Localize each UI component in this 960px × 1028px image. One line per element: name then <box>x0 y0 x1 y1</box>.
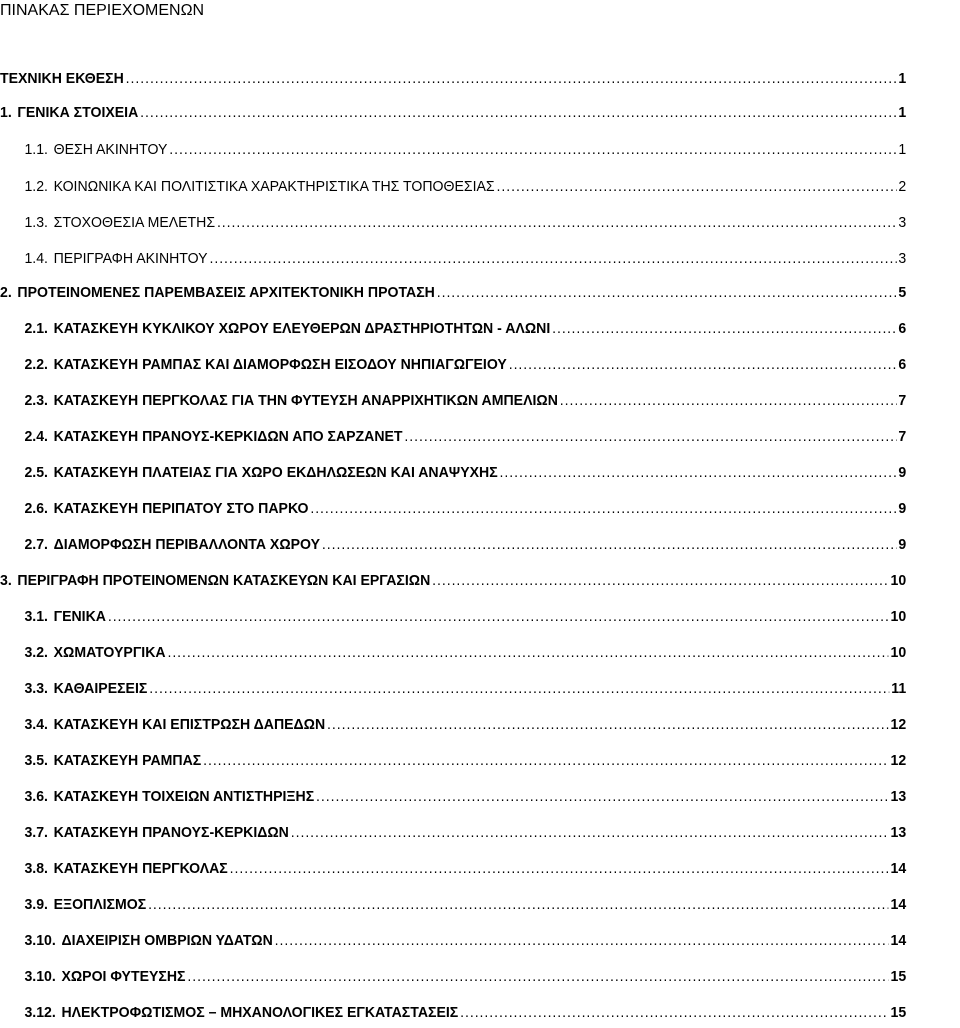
toc-entry-page-number: 7 <box>898 392 907 409</box>
dot-leader <box>148 894 889 916</box>
dot-leader <box>230 858 889 880</box>
dot-leader <box>460 1002 888 1024</box>
toc-entry-number: 3.2. <box>24 644 48 661</box>
toc-entry-number: 2.7. <box>24 536 48 553</box>
toc-entry[interactable] <box>0 714 906 736</box>
toc-entry-text: ΣΤΟΧΟΘΕΣΙΑ ΜΕΛΕΤΗΣ <box>53 214 216 231</box>
toc-entry-number: 2.3. <box>24 392 48 409</box>
toc-entry-page-number: 15 <box>890 968 907 985</box>
toc-entry-text: ΠΕΡΙΓΡΑΦΗ ΠΡΟΤΕΙΝΟΜΕΝΩΝ ΚΑΤΑΣΚΕΥΩΝ ΚΑΙ ΕΡΓΑΣΙΩΝ <box>17 572 431 589</box>
toc-entry-text: ΚΑΤΑΣΚΕΥΗ ΡΑΜΠΑΣ <box>53 752 202 769</box>
toc-entry-number: 3.9. <box>24 896 48 913</box>
toc-entry[interactable] <box>0 390 906 412</box>
dot-leader <box>217 212 896 234</box>
toc-entry-page-number: 2 <box>898 178 907 195</box>
toc-entry-page-number: 9 <box>898 536 907 553</box>
toc-entry[interactable] <box>0 678 906 700</box>
toc-entry-number: 1.4. <box>24 250 48 267</box>
toc-entry-page-number: 10 <box>890 644 907 661</box>
toc-entry-text: ΚΟΙΝΩΝΙΚΑ ΚΑΙ ΠΟΛΙΤΙΣΤΙΚΑ ΧΑΡΑΚΤΗΡΙΣΤΙΚΑ ΤΗΣ ΤΟΠΟΘΕΣΙΑΣ <box>53 178 495 195</box>
toc-entry-label <box>0 282 435 304</box>
toc-entry-page-number: 13 <box>890 824 907 841</box>
toc-entry[interactable] <box>0 786 906 808</box>
toc-entry-page-number: 13 <box>890 788 907 805</box>
dot-leader <box>560 390 897 412</box>
toc-entry-number: 2.2. <box>24 356 48 373</box>
toc-entry-text: ΚΑΤΑΣΚΕΥΗ ΠΡΑΝΟΥΣ-ΚΕΡΚΙΔΩΝ <box>53 824 289 841</box>
toc-entry-text: ΚΑΤΑΣΚΕΥΗ ΡΑΜΠΑΣ ΚΑΙ ΔΙΑΜΟΡΦΩΣΗ ΕΙΣΟΔΟΥ ΝΗΠΙΑΓΩΓΕΙΟΥ <box>53 356 507 373</box>
toc-entry-text: ΕΞΟΠΛΙΣΜΟΣ <box>53 896 147 913</box>
toc-entry-number: 3.12. <box>24 1004 56 1021</box>
toc-entry-label <box>0 68 124 90</box>
dot-leader <box>432 570 888 592</box>
dot-leader <box>552 318 896 340</box>
toc-entry[interactable] <box>0 139 906 161</box>
toc-entry-number: 1. <box>0 104 12 121</box>
dot-leader <box>291 822 889 844</box>
dot-leader <box>203 750 888 772</box>
dot-leader <box>509 354 897 376</box>
toc-entry[interactable] <box>0 750 906 772</box>
dot-leader <box>209 248 896 270</box>
toc-entry-text: ΔΙΑΧΕΙΡΙΣΗ ΟΜΒΡΙΩΝ ΥΔΑΤΩΝ <box>61 932 273 949</box>
toc-entry-label <box>24 248 207 270</box>
toc-entry[interactable] <box>0 822 906 844</box>
toc-entry-number: 1.3. <box>24 214 48 231</box>
toc-entry-page-number: 3 <box>898 250 907 267</box>
toc-entry-number: 1.2. <box>24 178 48 195</box>
toc-entry-label <box>24 212 215 234</box>
toc-entry-label <box>24 318 550 340</box>
toc-entry-number: 2. <box>0 284 12 301</box>
toc-entry-page-number: 6 <box>898 356 907 373</box>
toc-entry[interactable] <box>0 606 906 628</box>
toc-entry-text: ΚΑΤΑΣΚΕΥΗ ΠΕΡΙΠΑΤΟΥ ΣΤΟ ΠΑΡΚΟ <box>53 500 309 517</box>
toc-entry[interactable] <box>0 858 906 880</box>
toc-entry-text: ΠΕΡΙΓΡΑΦΗ ΑΚΙΝΗΤΟΥ <box>53 250 208 267</box>
toc-entry-number: 3.10. <box>24 932 56 949</box>
toc-entry-number: 3.1. <box>24 608 48 625</box>
toc-entry[interactable] <box>0 176 906 198</box>
toc-entry-label <box>24 750 201 772</box>
toc-entry-label <box>24 1002 458 1024</box>
toc-entry-number: 2.5. <box>24 464 48 481</box>
toc-entry-label <box>24 894 146 916</box>
dot-leader <box>126 68 897 90</box>
toc-entry-label <box>24 354 506 376</box>
toc-entry-number: 3.4. <box>24 716 48 733</box>
toc-entry-label <box>24 642 165 664</box>
toc-entry-page-number: 11 <box>891 680 907 697</box>
toc-entry-text: ΚΑΤΑΣΚΕΥΗ ΠΕΡΓΚΟΛΑΣ <box>53 860 228 877</box>
toc-entry[interactable] <box>0 642 906 664</box>
toc-entry[interactable] <box>0 894 906 916</box>
toc-entry-text: ΧΩΜΑΤΟΥΡΓΙΚΑ <box>53 644 166 661</box>
toc-entry-page-number: 10 <box>890 608 907 625</box>
toc-entry[interactable] <box>0 534 906 556</box>
toc-entry[interactable] <box>0 212 906 234</box>
toc-entry-page-number: 10 <box>890 572 907 589</box>
toc-entry-label <box>24 139 167 161</box>
toc-entry-label <box>24 534 320 556</box>
toc-entry[interactable] <box>0 966 906 988</box>
toc-entry-page-number: 14 <box>890 860 907 877</box>
toc-entry-page-number: 12 <box>890 752 907 769</box>
toc-entry[interactable] <box>0 282 906 304</box>
toc-entry-page-number: 15 <box>890 1004 907 1021</box>
dot-leader <box>404 426 896 448</box>
toc-entry-number: 3.8. <box>24 860 48 877</box>
toc-entry-number: 2.1. <box>24 320 48 337</box>
toc-entry[interactable] <box>0 318 906 340</box>
toc-entry[interactable] <box>0 498 906 520</box>
toc-entry-text: ΚΑΤΑΣΚΕΥΗ ΚΥΚΛΙΚΟΥ ΧΩΡΟΥ ΕΛΕΥΘΕΡΩΝ ΔΡΑΣΤΗΡΙΟΤΗΤΩΝ - ΑΛΩΝΙ <box>53 320 551 337</box>
toc-entry[interactable] <box>0 248 906 270</box>
dot-leader <box>437 282 897 304</box>
toc-entry[interactable] <box>0 570 906 592</box>
toc-entry-text: ΓΕΝΙΚΑ <box>53 608 106 625</box>
toc-entry-text: ΚΑΤΑΣΚΕΥΗ ΤΟΙΧΕΙΩΝ ΑΝΤΙΣΤΗΡΙΞΗΣ <box>53 788 315 805</box>
dot-leader <box>310 498 896 520</box>
toc-entry-number: 3. <box>0 572 12 589</box>
dot-leader <box>275 930 889 952</box>
dot-leader <box>187 966 888 988</box>
dot-leader <box>500 462 897 484</box>
toc-entry-text: ΚΑΤΑΣΚΕΥΗ ΚΑΙ ΕΠΙΣΤΡΩΣΗ ΔΑΠΕΔΩΝ <box>53 716 326 733</box>
toc-entry-label <box>24 714 325 736</box>
toc-entry-text: ΠΡΟΤΕΙΝΟΜΕΝΕΣ ΠΑΡΕΜΒΑΣΕΙΣ ΑΡΧΙΤΕΚΤΟΝΙΚΗ ΠΡΟΤΑΣΗ <box>17 284 435 301</box>
toc-entry-label <box>24 678 147 700</box>
toc-entry-label <box>24 390 557 412</box>
toc-entry-label <box>24 966 185 988</box>
dot-leader <box>322 534 897 556</box>
toc-entry-number: 3.10. <box>24 968 56 985</box>
toc-entry-label <box>24 786 314 808</box>
toc-entry-page-number: 3 <box>898 214 907 231</box>
toc-entry-text: ΘΕΣΗ ΑΚΙΝΗΤΟΥ <box>53 141 168 158</box>
toc-entry-page-number: 9 <box>898 500 907 517</box>
toc-entry-text: ΧΩΡΟΙ ΦΥΤΕΥΣΗΣ <box>61 968 186 985</box>
toc-entry-text: ΗΛΕΚΤΡΟΦΩΤΙΣΜΟΣ – ΜΗΧΑΝΟΛΟΓΙΚΕΣ ΕΓΚΑΤΑΣΤΑΣΕΙΣ <box>61 1004 459 1021</box>
toc-entry-number: 3.5. <box>24 752 48 769</box>
dot-leader <box>316 786 889 808</box>
toc-entry-text: ΚΑΤΑΣΚΕΥΗ ΠΕΡΓΚΟΛΑΣ ΓΙΑ ΤΗΝ ΦΥΤΕΥΣΗ ΑΝΑΡΡΙΧΗΤΙΚΩΝ ΑΜΠΕΛΙΩΝ <box>53 392 558 409</box>
toc-entry-text: ΚΑΤΑΣΚΕΥΗ ΠΛΑΤΕΙΑΣ ΓΙΑ ΧΩΡΟ ΕΚΔΗΛΩΣΕΩΝ ΚΑΙ ΑΝΑΨΥΧΗΣ <box>53 464 498 481</box>
toc-entry-text: ΚΑΤΑΣΚΕΥΗ ΠΡΑΝΟΥΣ-ΚΕΡΚΙΔΩΝ ΑΠΟ ΣΑΡΖΑΝΕΤ <box>53 428 403 445</box>
toc-entry-text: ΓΕΝΙΚΑ ΣΤΟΙΧΕΙΑ <box>17 104 139 121</box>
toc-entry-label <box>24 498 308 520</box>
dot-leader <box>140 102 896 124</box>
toc-entry[interactable] <box>0 930 906 952</box>
toc-entry-page-number: 14 <box>890 932 907 949</box>
toc-entry-number: 2.6. <box>24 500 48 517</box>
toc-entry-page-number: 1 <box>898 141 907 158</box>
toc-entry-number: 3.6. <box>24 788 48 805</box>
toc-entry-page-number: 6 <box>898 320 907 337</box>
toc-entry-number: 2.4. <box>24 428 48 445</box>
toc-entry[interactable] <box>0 426 906 448</box>
toc-entry-number: 3.7. <box>24 824 48 841</box>
toc-entry-page-number: 7 <box>898 428 907 445</box>
toc-entry-text: ΔΙΑΜΟΡΦΩΣΗ ΠΕΡΙΒΑΛΛΟΝΤΑ ΧΩΡΟΥ <box>53 536 321 553</box>
toc-entry[interactable] <box>0 354 906 376</box>
toc-entry[interactable] <box>0 462 906 484</box>
toc-entry-page-number: 14 <box>890 896 907 913</box>
dot-leader <box>497 176 897 198</box>
toc-entry-text: ΚΑΘΑΙΡΕΣΕΙΣ <box>53 680 148 697</box>
toc-entry-label <box>24 462 497 484</box>
page-title: ΠΙΝΑΚΑΣ ΠΕΡΙΕΧΟΜΕΝΩΝ <box>0 2 205 19</box>
toc-entry-label <box>24 930 272 952</box>
dot-leader <box>108 606 889 628</box>
toc-entry-label <box>24 606 106 628</box>
dot-leader <box>167 642 888 664</box>
dot-leader <box>169 139 896 161</box>
toc-entry-page-number: 1 <box>898 104 907 121</box>
toc-entry-number: 3.3. <box>24 680 48 697</box>
toc-entry[interactable] <box>0 1002 906 1024</box>
toc-entry-page-number: 5 <box>898 284 907 301</box>
dot-leader <box>327 714 889 736</box>
dot-leader <box>149 678 889 700</box>
toc-entry-label <box>24 426 402 448</box>
toc-entry-page-number: 12 <box>890 716 907 733</box>
toc-entry-page-number: 1 <box>898 70 907 87</box>
toc-entry-label <box>24 822 288 844</box>
toc-entry-label <box>24 858 227 880</box>
toc-entry-number: 1.1. <box>24 141 48 158</box>
toc-entry-label <box>0 570 430 592</box>
toc-entry-label <box>24 176 494 198</box>
toc-entry-text: ΤΕΧΝΙΚΗ ΕΚΘΕΣΗ <box>0 70 124 87</box>
toc-entry[interactable] <box>0 102 906 124</box>
toc-entry-page-number: 9 <box>898 464 907 481</box>
toc-entry-label <box>0 102 138 124</box>
toc-entry[interactable] <box>0 68 906 90</box>
